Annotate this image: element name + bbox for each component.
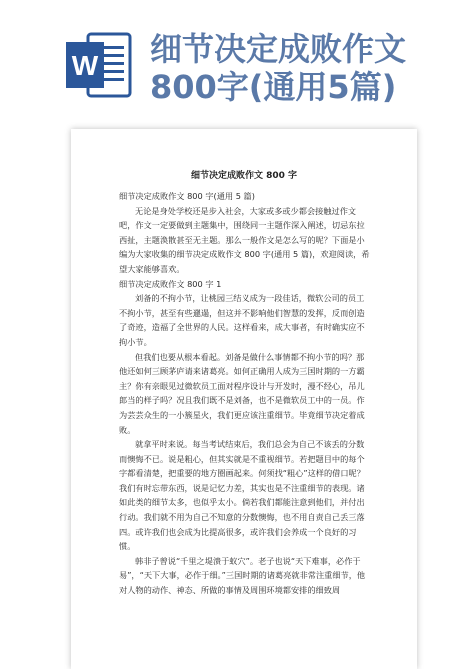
body-paragraph: 但我们也要从根本看起。刘备是做什么事情都不拘小节的吗？那他还如何三顾茅庐请来诸葛亮。如何正确用人成为三国时期的一方霸主？你有亲眼见过微软员工面对程序设计与开发时，漫不经心，吊儿郎当的样子吗？况且我们既不是刘备，也不是微软员工中的一员。作为芸芸众生的一小簇星火，我们更应该注重细节。毕竟细节决定着成败。 bbox=[119, 351, 365, 435]
section-heading: 细节决定成败作文 800 字 1 bbox=[119, 278, 222, 289]
word-document-icon bbox=[66, 30, 132, 100]
banner-title-line1: 细节决定成败作文 bbox=[150, 30, 407, 68]
header-banner bbox=[0, 0, 474, 120]
body-paragraph: 就拿平时来说。每当考试结束后，我们总会为自己不该丢的分数而懊悔不已。说是粗心，但其实就是不重视细节。若把题目中的每个字都看清楚，把重要的地方圈画起来。何须找“粗心”这样的借口呢？我们有时忘带东西，说是记忆力差，其实也是不注重细节的表现。诸如此类的细节太多，也似乎太小。倘若我们都能注意到他们，并付出行动。我们就不用为自己不知意的分数懊悔，也不用自责自己丢三落四。或许我们也会成为比提高很多，或许我们会养成一个良好的习惯。 bbox=[119, 439, 365, 552]
document-subtitle: 细节决定成败作文 800 字(通用 5 篇) bbox=[119, 191, 255, 201]
document-body bbox=[119, 189, 371, 598]
banner-title-line2: 800字(通用5篇) bbox=[150, 68, 397, 106]
document-page bbox=[71, 129, 417, 669]
body-paragraph: 刘备的不拘小节，让桃园三结义成为一段佳话，微软公司的员工不拘小节，甚至有些邋遢，但这并不影响他们智慧的发挥，反而创造了奇迹，造福了全世界的人民。这样看来，成大事者，有时确实应不拘小节。 bbox=[119, 293, 365, 347]
document-title: 细节决定成败作文 800 字 bbox=[190, 171, 298, 181]
body-paragraph: 韩非子曾说“千里之堤溃于蚁穴”。老子也说“天下难事，必作于易”，“天下大事，必作于细。”三国时期的诸葛亮就非常注重细节，他对人物的动作、神态、所做的事情及周围环境都安排的细致周 bbox=[119, 555, 366, 596]
word-logo-letter: W bbox=[71, 50, 99, 81]
intro-paragraph: 无论是身处学校还是步入社会，大家或多或少都会接触过作文吧，作文一定要做到主题集中，围绕同一主题作深入阐述，切忌东拉西扯，主题涣散甚至无主题。那么一般作文是怎么写的呢？下面是小编为大家收集的细节决定成败作文 800 字(通用 5 篇)，欢迎阅读，希望大家能够喜欢。 bbox=[119, 205, 370, 274]
